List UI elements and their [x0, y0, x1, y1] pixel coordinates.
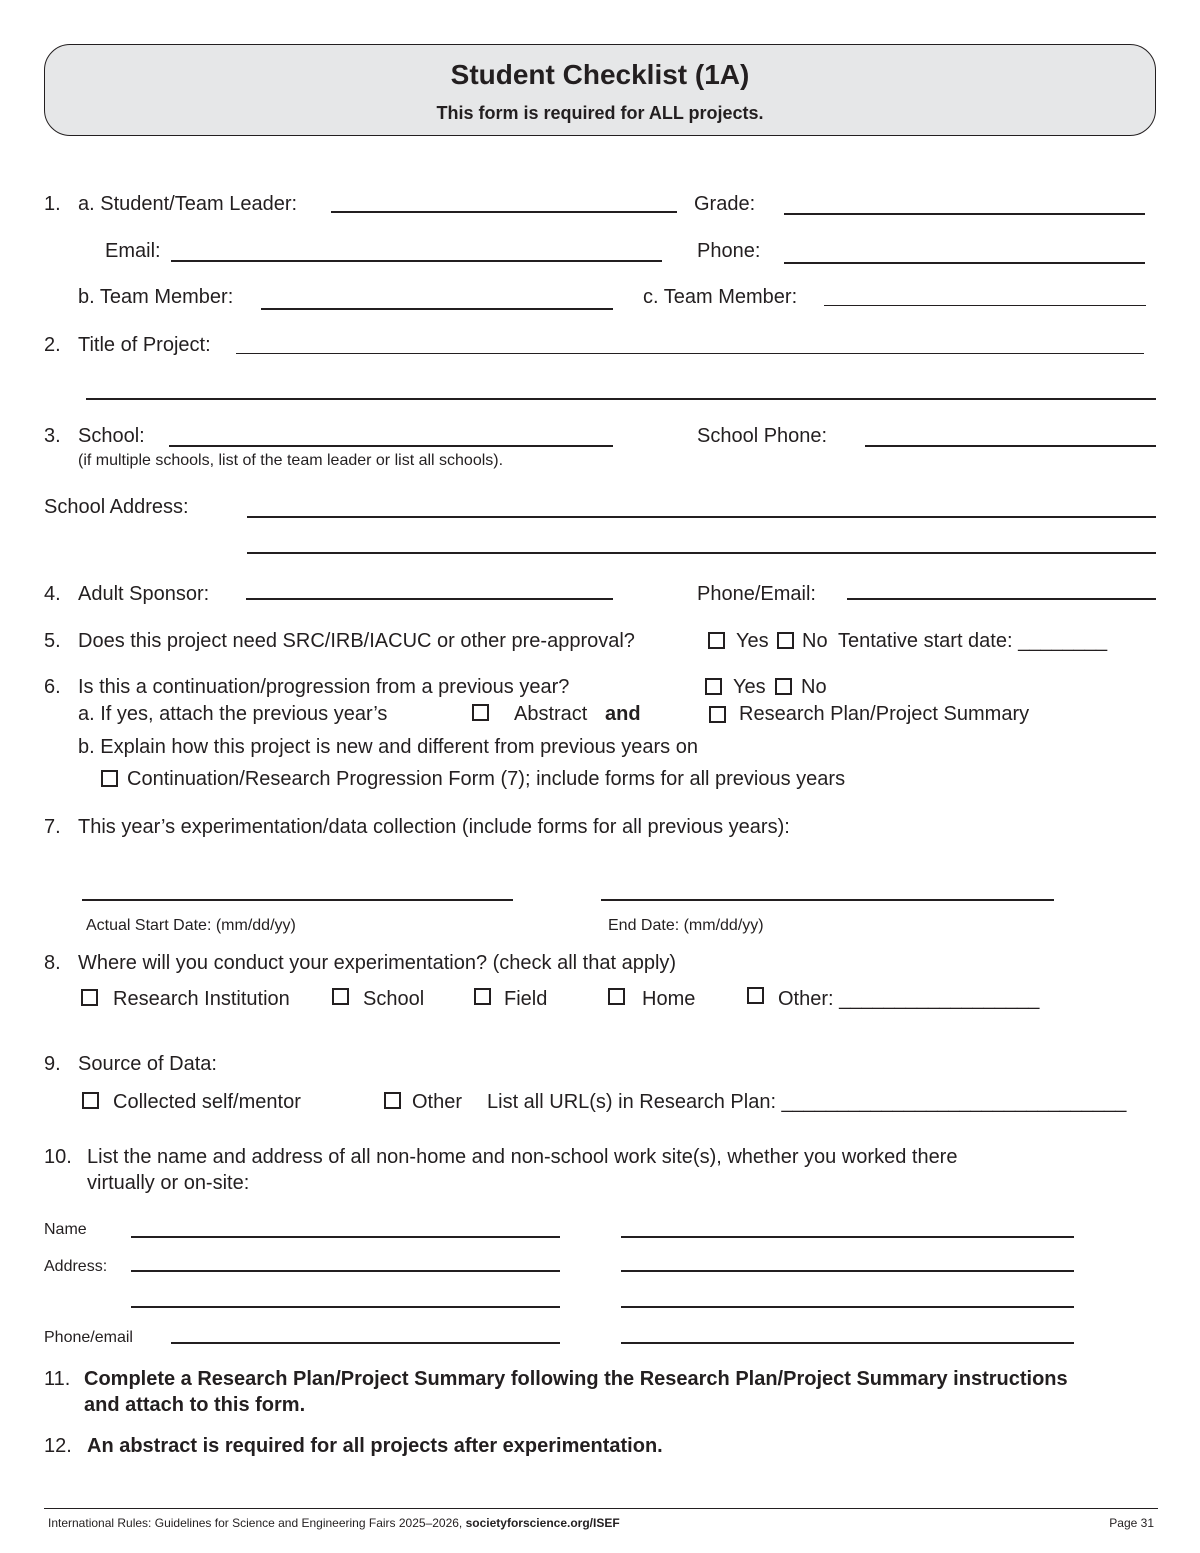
- worksite-question-line2: virtually or on-site:: [87, 1172, 250, 1194]
- email-label: Email:: [105, 240, 161, 262]
- worksite-phone-field-2[interactable]: [621, 1342, 1074, 1344]
- worksite-address-field-1b[interactable]: [131, 1306, 560, 1308]
- worksite-name-label: Name: [44, 1221, 87, 1238]
- sponsor-contact-field[interactable]: [847, 598, 1156, 600]
- worksite-address-label: Address:: [44, 1258, 108, 1275]
- email-field[interactable]: [171, 260, 662, 262]
- research-plan-instruction-line1: Complete a Research Plan/Project Summary following the Research Plan/Project Summary instructions: [84, 1368, 1068, 1390]
- continuation-no-checkbox[interactable]: [775, 678, 792, 695]
- worksite-phone-label: Phone/email: [44, 1329, 133, 1346]
- field-checkbox[interactable]: [474, 988, 491, 1005]
- other-source-checkbox[interactable]: [384, 1092, 401, 1109]
- adult-sponsor-label: Adult Sponsor:: [78, 583, 210, 605]
- research-institution-label: Research Institution: [113, 988, 290, 1010]
- footer-citation: [48, 1516, 620, 1530]
- research-plan-instruction-line2: and attach to this form.: [84, 1394, 306, 1416]
- school-label: School:: [78, 425, 145, 447]
- footer-url[interactable]: societyforscience.org/ISEF: [465, 1516, 620, 1530]
- sponsor-contact-label: Phone/Email:: [697, 583, 816, 605]
- school-address-field[interactable]: [247, 516, 1156, 518]
- page-number: Page 31: [1109, 1516, 1154, 1530]
- collected-self-checkbox[interactable]: [82, 1092, 99, 1109]
- q9-number: 9.: [44, 1053, 61, 1075]
- project-title-label: Title of Project:: [78, 334, 211, 356]
- continuation-form-checkbox[interactable]: [101, 770, 118, 787]
- end-date-field[interactable]: [601, 899, 1054, 901]
- preapproval-question: Does this project need SRC/IRB/IACUC or other pre-approval?: [78, 630, 635, 652]
- other-location-checkbox[interactable]: [747, 987, 764, 1004]
- school-address-label: School Address:: [44, 496, 189, 518]
- school-location-label: School: [363, 988, 425, 1010]
- field-label: Field: [504, 988, 548, 1010]
- team-leader-field[interactable]: [331, 211, 677, 213]
- q3-number: 3.: [44, 425, 61, 447]
- q12-number: 12.: [44, 1435, 72, 1457]
- tentative-start-date[interactable]: Tentative start date: ________: [838, 630, 1108, 652]
- continuation-question: Is this a continuation/progression from a previous year?: [78, 676, 570, 698]
- footer-divider: [44, 1508, 1158, 1509]
- footer-rules-text: International Rules: Guidelines for Science and Engineering Fairs 2025–2026,: [48, 1516, 463, 1530]
- start-date-label: Actual Start Date: (mm/dd/yy): [86, 917, 296, 934]
- url-list-field[interactable]: List all URL(s) in Research Plan: _______________________________: [487, 1091, 1127, 1113]
- school-phone-field[interactable]: [865, 445, 1156, 447]
- experimentation-question: This year’s experimentation/data collection (include forms for all previous years):: [78, 816, 790, 838]
- abstract-requirement: An abstract is required for all projects after experimentation.: [87, 1435, 663, 1457]
- end-date-label: End Date: (mm/dd/yy): [608, 917, 764, 934]
- home-label: Home: [642, 988, 696, 1010]
- team-member-c-field[interactable]: [824, 305, 1146, 306]
- project-title-field[interactable]: [236, 353, 1144, 354]
- grade-label: Grade:: [694, 193, 756, 215]
- attach-previous-text: a. If yes, attach the previous year’s: [78, 703, 388, 725]
- other-source-label: Other: [412, 1091, 463, 1113]
- explain-new-text: b. Explain how this project is new and different from previous years on: [78, 736, 698, 758]
- continuation-yes-label: Yes: [733, 676, 766, 698]
- worksite-question-line1: List the name and address of all non-home and non-school work site(s), whether you worked there: [87, 1146, 958, 1168]
- worksite-phone-field-1[interactable]: [171, 1342, 560, 1344]
- q7-number: 7.: [44, 816, 61, 838]
- location-question: Where will you conduct your experimentation? (check all that apply): [78, 952, 677, 974]
- collected-self-label: Collected self/mentor: [113, 1091, 301, 1113]
- form-subtitle: This form is required for ALL projects.: [436, 103, 764, 123]
- q4-number: 4.: [44, 583, 61, 605]
- preapproval-yes-checkbox[interactable]: [708, 632, 725, 649]
- q5-number: 5.: [44, 630, 61, 652]
- school-location-checkbox[interactable]: [332, 988, 349, 1005]
- research-plan-checkbox[interactable]: [709, 706, 726, 723]
- continuation-no-label: No: [801, 676, 827, 698]
- phone-field[interactable]: [784, 262, 1145, 264]
- project-title-field-line2[interactable]: [86, 398, 1156, 400]
- and-label: and: [605, 703, 641, 725]
- adult-sponsor-field[interactable]: [246, 598, 613, 600]
- worksite-name-field-2[interactable]: [621, 1236, 1074, 1238]
- q6-number: 6.: [44, 676, 61, 698]
- q10-number: 10.: [44, 1146, 72, 1168]
- research-institution-checkbox[interactable]: [81, 989, 98, 1006]
- worksite-address-field-1[interactable]: [131, 1270, 560, 1272]
- team-member-c-label: c. Team Member:: [643, 286, 798, 308]
- abstract-label: Abstract: [514, 703, 588, 725]
- school-phone-label: School Phone:: [697, 425, 828, 447]
- continuation-yes-checkbox[interactable]: [705, 678, 722, 695]
- grade-field[interactable]: [784, 213, 1145, 215]
- school-address-field-line2[interactable]: [247, 552, 1156, 554]
- preapproval-no-label: No: [802, 630, 828, 652]
- q2-number: 2.: [44, 334, 61, 356]
- q11-number: 11.: [44, 1368, 71, 1390]
- worksite-address-field-2b[interactable]: [621, 1306, 1074, 1308]
- other-location-label[interactable]: Other: __________________: [778, 988, 1040, 1010]
- data-source-question: Source of Data:: [78, 1053, 217, 1075]
- team-member-b-field[interactable]: [261, 308, 613, 310]
- start-date-field[interactable]: [82, 899, 513, 901]
- continuation-form-label: Continuation/Research Progression Form (7); include forms for all previous years: [127, 768, 846, 790]
- team-leader-label: a. Student/Team Leader:: [78, 193, 298, 215]
- phone-label: Phone:: [697, 240, 761, 262]
- research-plan-label: Research Plan/Project Summary: [739, 703, 1030, 725]
- preapproval-yes-label: Yes: [736, 630, 769, 652]
- school-note: (if multiple schools, list of the team leader or list all schools).: [78, 452, 504, 469]
- q8-number: 8.: [44, 952, 61, 974]
- team-member-b-label: b. Team Member:: [78, 286, 234, 308]
- q1-number: 1.: [44, 193, 61, 215]
- home-checkbox[interactable]: [608, 988, 625, 1005]
- school-field[interactable]: [169, 445, 613, 447]
- abstract-checkbox[interactable]: [472, 704, 489, 721]
- form-header: [44, 44, 1156, 136]
- preapproval-no-checkbox[interactable]: [777, 632, 794, 649]
- worksite-name-field-1[interactable]: [131, 1236, 560, 1238]
- form-title: Student Checklist (1A): [450, 59, 750, 90]
- worksite-address-field-2[interactable]: [621, 1270, 1074, 1272]
